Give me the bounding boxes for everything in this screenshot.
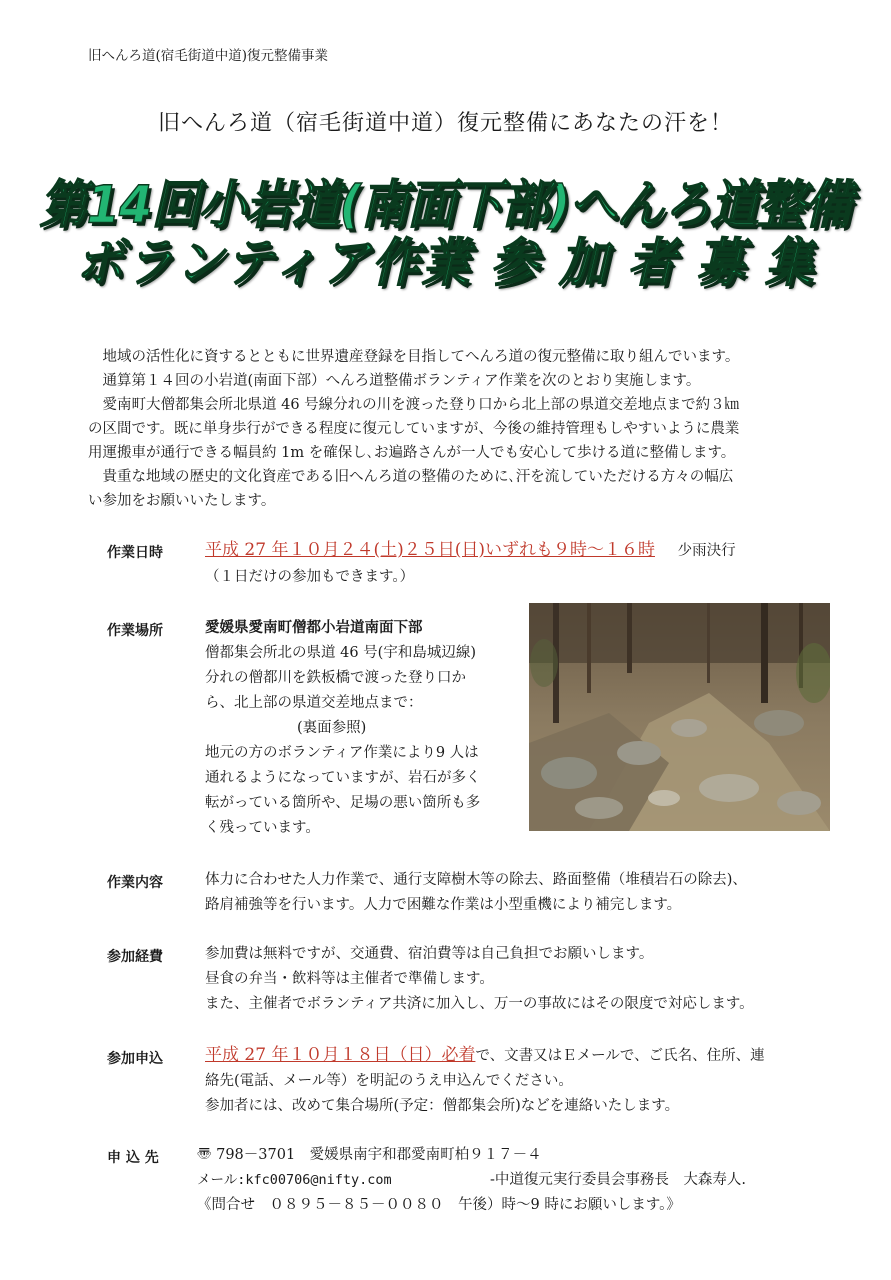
intro-line: 用運搬車が通行できる幅員約 1m を確保し､お遍路さんが一人でも安心して歩ける道に整備します。 [88,445,736,461]
date-note: （１日だけの参加もできます。） [205,569,415,585]
intro-line: い参加をお願いいたします。 [88,493,276,509]
apply-block [205,1043,765,1119]
apply-label: 参加申込 [107,1051,163,1067]
apply-line-1-rest: で、文書又はＥメールで、ご氏名、住所、連 [475,1048,765,1064]
apply-line: 参加者には、改めて集合場所(予定：僧都集会所)などを連絡いたします。 [205,1098,680,1114]
contact-inquiry: 《問合せ ０８９５－８５－００８０ 午後）時～9 時にお願いします。》 [197,1197,681,1213]
date-label: 作業日時 [107,545,163,561]
apply-line: 絡先(電話、メール等）を明記のうえ申込んでください。 [205,1073,573,1089]
contact-email-text[interactable]: メール:kfc00706@nifty.com [197,1172,392,1188]
apply-line-1 [205,1043,765,1069]
place-line: 通れるようになっていますが、岩石が多く [205,770,481,786]
contact-org: -中道復元実行委員会事務長 大森寿人. [490,1172,747,1188]
trail-photo [529,603,830,831]
intro-line: の区間です。既に単身歩行ができる程度に復元していますが、今後の維持管理もしやすいように農業 [88,421,740,437]
subtitle: 旧へんろ道（宿毛街道中道）復元整備にあなたの汗を！ [157,111,733,136]
place-line: 転がっている箇所や、足場の悪い箇所も多 [205,795,481,811]
intro-line: 通算第１４回の小岩道(南面下部）へんろ道整備ボランティア作業を次のとおり実施します。 [102,373,701,389]
content-label: 作業内容 [107,875,163,891]
intro-line: 地域の活性化に資するとともに世界遺産登録を目指してへんろ道の復元整備に取り組んでいます。 [102,349,740,365]
intro-line: 愛南町大僧都集会所北県道 46 号線分れの川を渡った登り口から北上部の県道交差地点まで約３㎞ [102,397,740,413]
intro-line: 貴重な地域の歴史的文化資産である旧へんろ道の整備のために､汗を流していただける方々の幅広 [102,469,734,485]
cost-line: また、主催者でボランティア共済に加入し、万一の事故にはその限度で対応します。 [205,996,754,1012]
content-line: 路肩補強等を行います。人力で困難な作業は小型重機により補完します。 [205,897,682,913]
title-line-1: 第14回小岩道(南面下部)へんろ道整備 [39,175,852,236]
content-block [205,868,747,918]
place-line: ら、北上部の県道交差地点まで： [205,695,423,711]
place-line: く残っています。 [205,820,320,836]
content-line: 体力に合わせた人力作業で、通行支障樹木等の除去、路面整備（堆積岩石の除去)、 [205,872,747,888]
place-line: 地元の方のボランティア作業により9 人は [205,745,479,761]
contact-email [197,1168,392,1193]
place-line: 分れの僧都川を鉄板橋で渡った登り口か [205,670,466,686]
place-block [205,616,525,841]
cost-block [205,942,754,1017]
cost-line: 昼食の弁当・飲料等は主催者で準備します。 [205,971,494,987]
place-name: 愛媛県愛南町僧都小岩道南面下部 [205,620,423,636]
date-row [205,538,736,564]
trail-photo-image [529,603,830,831]
place-line: 僧都集会所北の県道 46 号(宇和島城辺線) [205,645,476,661]
date-main: 平成 27 年１０月２４(土)２５日(日)いずれも９時～１６時 [205,540,655,560]
header-label: 旧へんろ道(宿毛街道中道)復元整備事業 [88,48,329,64]
place-label: 作業場所 [107,623,163,639]
title-line-2: ボランティア作業 参 加 者 募 集 [75,233,816,294]
cost-line: 参加費は無料ですが、交通費、宿泊費等は自己負担でお願いします。 [205,946,654,962]
cost-label: 参加経費 [107,949,163,965]
date-suffix: 少雨決行 [677,543,736,559]
place-line: (裏面参照) [297,720,367,736]
apply-deadline: 平成 27 年１０月１８日（日）必着 [205,1045,476,1065]
intro-paragraph [88,345,838,513]
contact-label: 申 込 先 [107,1150,159,1166]
contact-address: 〠 798－3701 愛媛県南宇和郡愛南町柏９１７－４ [197,1147,542,1163]
